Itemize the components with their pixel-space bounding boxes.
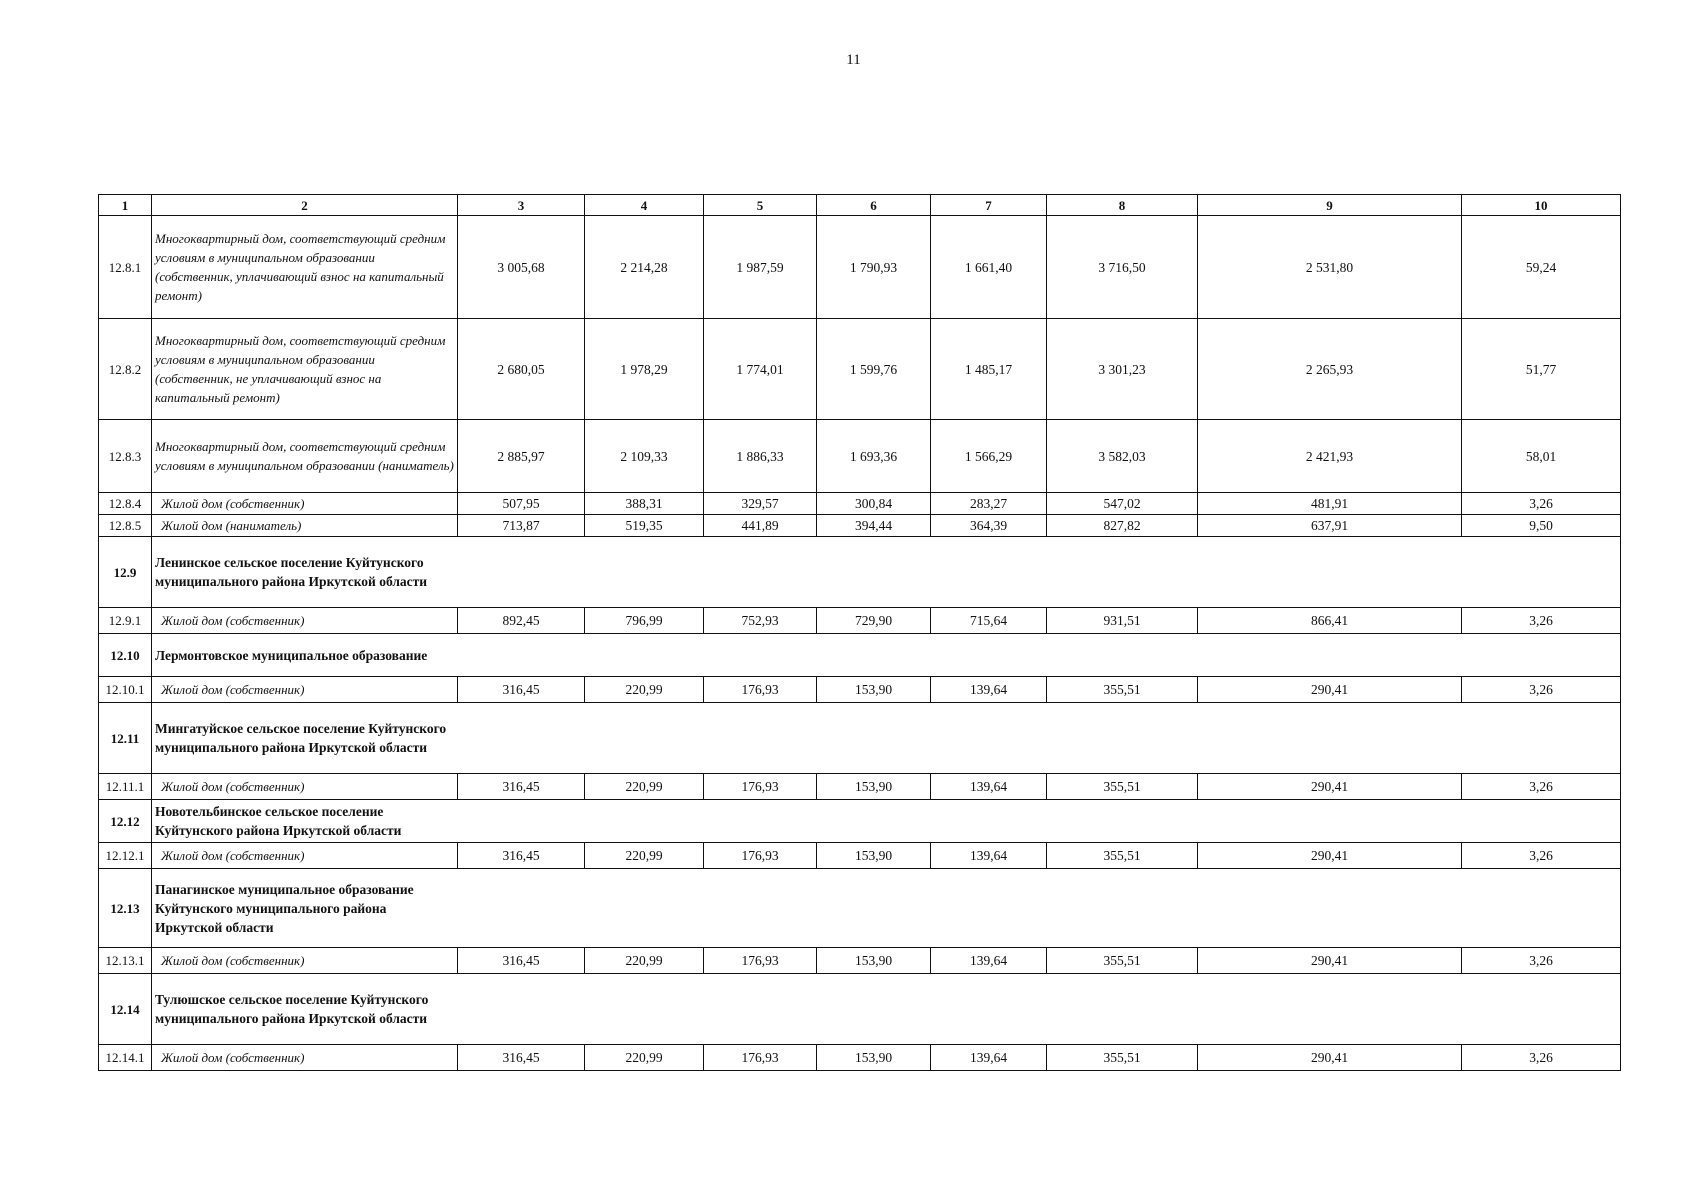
- column-header: 8: [1047, 195, 1198, 216]
- value-cell: 176,93: [704, 948, 817, 974]
- value-cell: 729,90: [817, 608, 931, 634]
- value-cell: 796,99: [585, 608, 704, 634]
- section-code: 12.10: [99, 634, 152, 677]
- column-header: 7: [931, 195, 1047, 216]
- value-cell: 316,45: [458, 677, 585, 703]
- value-cell: 355,51: [1047, 948, 1198, 974]
- value-cell: 290,41: [1198, 843, 1462, 869]
- value-cell: 3 301,23: [1047, 319, 1198, 420]
- row-description: Жилой дом (наниматель): [152, 515, 458, 537]
- row-code: 12.8.3: [99, 420, 152, 493]
- value-cell: 3,26: [1462, 948, 1621, 974]
- value-cell: 355,51: [1047, 774, 1198, 800]
- value-cell: 139,64: [931, 948, 1047, 974]
- section-title-cell: [152, 703, 1621, 774]
- row-code: 12.11.1: [99, 774, 152, 800]
- column-header: 5: [704, 195, 817, 216]
- section-row: [99, 703, 1621, 774]
- table-row: [99, 216, 1621, 319]
- value-cell: 58,01: [1462, 420, 1621, 493]
- value-cell: 9,50: [1462, 515, 1621, 537]
- section-row: [99, 634, 1621, 677]
- value-cell: 3,26: [1462, 608, 1621, 634]
- value-cell: 892,45: [458, 608, 585, 634]
- table-row: [99, 948, 1621, 974]
- value-cell: 3,26: [1462, 774, 1621, 800]
- row-code: 12.13.1: [99, 948, 152, 974]
- value-cell: 1 693,36: [817, 420, 931, 493]
- section-code: 12.11: [99, 703, 152, 774]
- value-cell: 3 582,03: [1047, 420, 1198, 493]
- table-row: [99, 420, 1621, 493]
- value-cell: 713,87: [458, 515, 585, 537]
- value-cell: 290,41: [1198, 677, 1462, 703]
- value-cell: 1 774,01: [704, 319, 817, 420]
- table-row: [99, 515, 1621, 537]
- value-cell: 139,64: [931, 677, 1047, 703]
- column-header: 1: [99, 195, 152, 216]
- value-cell: 316,45: [458, 948, 585, 974]
- section-code: 12.9: [99, 537, 152, 608]
- section-row: [99, 974, 1621, 1045]
- section-title-cell: [152, 869, 1621, 948]
- column-header: 2: [152, 195, 458, 216]
- value-cell: 290,41: [1198, 774, 1462, 800]
- value-cell: 59,24: [1462, 216, 1621, 319]
- value-cell: 153,90: [817, 774, 931, 800]
- value-cell: 153,90: [817, 1045, 931, 1071]
- value-cell: 715,64: [931, 608, 1047, 634]
- table-row: [99, 774, 1621, 800]
- value-cell: 2 531,80: [1198, 216, 1462, 319]
- table-row: [99, 677, 1621, 703]
- table-row: [99, 1045, 1621, 1071]
- value-cell: 547,02: [1047, 493, 1198, 515]
- value-cell: 364,39: [931, 515, 1047, 537]
- value-cell: 283,27: [931, 493, 1047, 515]
- page-number: 11: [846, 52, 861, 68]
- value-cell: 153,90: [817, 843, 931, 869]
- column-header: 9: [1198, 195, 1462, 216]
- column-header: 6: [817, 195, 931, 216]
- value-cell: 1 987,59: [704, 216, 817, 319]
- section-title: Новотельбинское сельское поселение Куйтунского района Иркутской области: [155, 804, 402, 838]
- value-cell: 2 680,05: [458, 319, 585, 420]
- value-cell: 441,89: [704, 515, 817, 537]
- row-code: 12.10.1: [99, 677, 152, 703]
- section-title-cell: [152, 800, 1621, 843]
- row-code: 12.8.2: [99, 319, 152, 420]
- value-cell: 316,45: [458, 1045, 585, 1071]
- value-cell: 153,90: [817, 948, 931, 974]
- section-code: 12.14: [99, 974, 152, 1045]
- row-description: Жилой дом (собственник): [152, 843, 458, 869]
- row-description: Жилой дом (собственник): [152, 774, 458, 800]
- column-header: 4: [585, 195, 704, 216]
- section-title-cell: [152, 634, 1621, 677]
- value-cell: 316,45: [458, 843, 585, 869]
- row-code: 12.8.1: [99, 216, 152, 319]
- column-header: 3: [458, 195, 585, 216]
- section-code: 12.13: [99, 869, 152, 948]
- section-title: Лермонтовское муниципальное образование: [155, 647, 428, 663]
- row-code: 12.12.1: [99, 843, 152, 869]
- value-cell: 355,51: [1047, 677, 1198, 703]
- value-cell: 3 005,68: [458, 216, 585, 319]
- section-row: [99, 800, 1621, 843]
- value-cell: 1 886,33: [704, 420, 817, 493]
- section-title-cell: [152, 537, 1621, 608]
- value-cell: 3,26: [1462, 677, 1621, 703]
- value-cell: 2 265,93: [1198, 319, 1462, 420]
- table-row: [99, 843, 1621, 869]
- value-cell: 3,26: [1462, 493, 1621, 515]
- value-cell: 355,51: [1047, 1045, 1198, 1071]
- value-cell: 139,64: [931, 843, 1047, 869]
- value-cell: 176,93: [704, 677, 817, 703]
- section-code: 12.12: [99, 800, 152, 843]
- section-title: Панагинское муниципальное образование Куйтунского муниципального района Иркутской области: [155, 881, 414, 935]
- value-cell: 519,35: [585, 515, 704, 537]
- value-cell: 220,99: [585, 774, 704, 800]
- value-cell: 51,77: [1462, 319, 1621, 420]
- value-cell: 637,91: [1198, 515, 1462, 537]
- value-cell: 481,91: [1198, 493, 1462, 515]
- value-cell: 290,41: [1198, 1045, 1462, 1071]
- value-cell: 3,26: [1462, 1045, 1621, 1071]
- value-cell: 220,99: [585, 1045, 704, 1071]
- section-row: [99, 537, 1621, 608]
- value-cell: 752,93: [704, 608, 817, 634]
- table-header-row: [99, 195, 1621, 216]
- value-cell: 300,84: [817, 493, 931, 515]
- row-code: 12.8.4: [99, 493, 152, 515]
- value-cell: 139,64: [931, 774, 1047, 800]
- table-row: [99, 319, 1621, 420]
- section-title: Ленинское сельское поселение Куйтунского муниципального района Иркутской области: [155, 555, 428, 589]
- table-row: [99, 608, 1621, 634]
- value-cell: 316,45: [458, 774, 585, 800]
- value-cell: 1 485,17: [931, 319, 1047, 420]
- value-cell: 2 421,93: [1198, 420, 1462, 493]
- value-cell: 388,31: [585, 493, 704, 515]
- row-description: Жилой дом (собственник): [152, 677, 458, 703]
- value-cell: 2 109,33: [585, 420, 704, 493]
- section-title-cell: [152, 974, 1621, 1045]
- value-cell: 931,51: [1047, 608, 1198, 634]
- value-cell: 1 790,93: [817, 216, 931, 319]
- table-row: [99, 493, 1621, 515]
- value-cell: 1 599,76: [817, 319, 931, 420]
- value-cell: 290,41: [1198, 948, 1462, 974]
- row-description: Многоквартирный дом, соответствующий средним условиям в муниципальном образовании (собственник, уплачивающий взнос на капитальный ремонт): [152, 216, 458, 319]
- value-cell: 355,51: [1047, 843, 1198, 869]
- row-description: Жилой дом (собственник): [152, 608, 458, 634]
- table-body: [99, 216, 1621, 1071]
- row-description: Жилой дом (собственник): [152, 493, 458, 515]
- value-cell: 1 566,29: [931, 420, 1047, 493]
- value-cell: 176,93: [704, 774, 817, 800]
- section-title: Мингатуйское сельское поселение Куйтунского муниципального района Иркутской области: [155, 721, 447, 755]
- section-title: Тулюшское сельское поселение Куйтунского муниципального района Иркутской области: [155, 992, 429, 1026]
- value-cell: 2 885,97: [458, 420, 585, 493]
- value-cell: 220,99: [585, 948, 704, 974]
- section-row: [99, 869, 1621, 948]
- row-description: Жилой дом (собственник): [152, 1045, 458, 1071]
- value-cell: 1 661,40: [931, 216, 1047, 319]
- value-cell: 220,99: [585, 843, 704, 869]
- value-cell: 507,95: [458, 493, 585, 515]
- value-cell: 3,26: [1462, 843, 1621, 869]
- row-code: 12.9.1: [99, 608, 152, 634]
- value-cell: 866,41: [1198, 608, 1462, 634]
- column-header: 10: [1462, 195, 1621, 216]
- value-cell: 394,44: [817, 515, 931, 537]
- value-cell: 176,93: [704, 1045, 817, 1071]
- row-description: Жилой дом (собственник): [152, 948, 458, 974]
- row-code: 12.14.1: [99, 1045, 152, 1071]
- value-cell: 1 978,29: [585, 319, 704, 420]
- value-cell: 139,64: [931, 1045, 1047, 1071]
- value-cell: 220,99: [585, 677, 704, 703]
- tariff-table: [98, 194, 1621, 1071]
- row-code: 12.8.5: [99, 515, 152, 537]
- row-description: Многоквартирный дом, соответствующий средним условиям в муниципальном образовании (наниматель): [152, 420, 458, 493]
- value-cell: 3 716,50: [1047, 216, 1198, 319]
- value-cell: 2 214,28: [585, 216, 704, 319]
- row-description: Многоквартирный дом, соответствующий средним условиям в муниципальном образовании (собственник, не уплачивающий взнос на капитальный ремонт): [152, 319, 458, 420]
- value-cell: 329,57: [704, 493, 817, 515]
- value-cell: 153,90: [817, 677, 931, 703]
- value-cell: 176,93: [704, 843, 817, 869]
- value-cell: 827,82: [1047, 515, 1198, 537]
